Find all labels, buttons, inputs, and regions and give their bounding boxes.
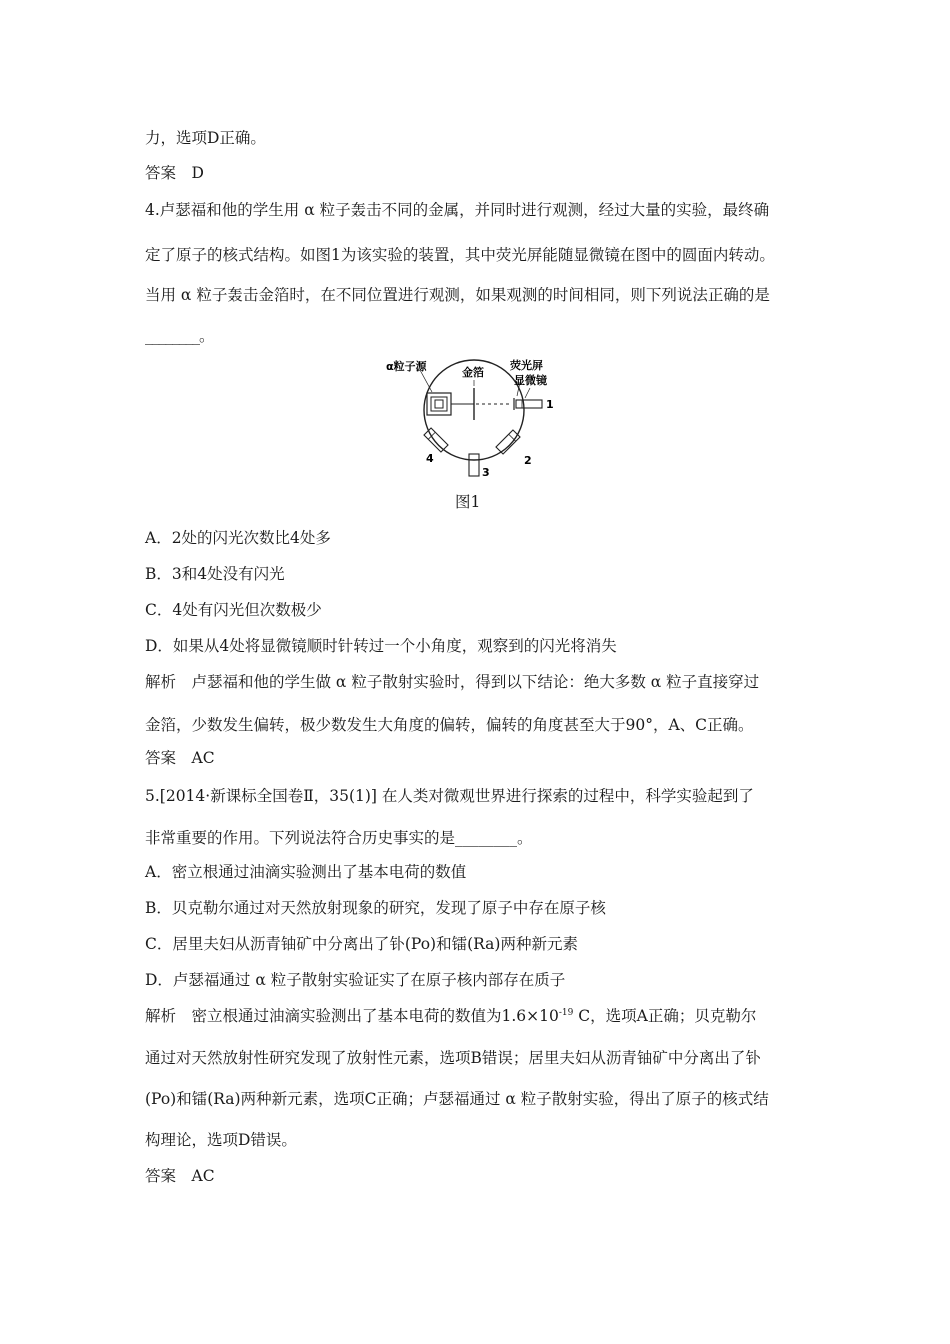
option-d: D．如果从4处将显微镜顺时针转过一个小角度，观察到的闪光将消失 xyxy=(145,637,617,655)
option-a: A．密立根通过油滴实验测出了基本电荷的数值 xyxy=(145,863,467,881)
answer-line: 答案 AC xyxy=(145,1167,215,1185)
option-c: C．4处有闪光但次数极少 xyxy=(145,601,322,619)
question-4-line: 当用 α 粒子轰击金箔时，在不同位置进行观测，如果观测的时间相同，则下列说法正确的是 xyxy=(145,286,770,304)
alpha-source-label: α粒子源 xyxy=(386,360,427,373)
position-2-label: 2 xyxy=(524,454,532,467)
analysis-line: 金箔，少数发生偏转，极少数发生大角度的偏转，偏转的角度甚至大于90°，A、C正确。 xyxy=(145,716,754,734)
analysis-text: C，选项A正确；贝克勒尔 xyxy=(573,1007,757,1025)
question-5-line: 5.[2014·新课标全国卷Ⅱ，35(1)] 在人类对微观世界进行探索的过程中，科学实验起到了 xyxy=(145,787,754,805)
microscope-2-icon xyxy=(496,430,520,454)
question-4-blank: ________。 xyxy=(145,327,214,345)
figure-caption: 图1 xyxy=(455,493,481,511)
screen-label: 荧光屏 xyxy=(510,359,543,372)
figure-1-diagram xyxy=(380,356,570,480)
option-c: C．居里夫妇从沥青铀矿中分离出了钋(Po)和镭(Ra)两种新元素 xyxy=(145,935,578,953)
question-4-line: 4.卢瑟福和他的学生用 α 粒子轰击不同的金属，并同时进行观测，经过大量的实验，最终确 xyxy=(145,201,770,219)
gold-foil-label: 金箔 xyxy=(462,366,484,379)
option-b: B．贝克勒尔通过对天然放射现象的研究，发现了原子中存在原子核 xyxy=(145,899,606,917)
option-a: A．2处的闪光次数比4处多 xyxy=(145,529,331,547)
microscope-4-icon xyxy=(424,428,448,452)
text-line: 力，选项D正确。 xyxy=(145,129,266,147)
answer-line: 答案 D xyxy=(145,164,204,182)
analysis-line: (Po)和镭(Ra)两种新元素，选项C正确；卢瑟福通过 α 粒子散射实验，得出了原子的核式结 xyxy=(145,1090,769,1108)
exponent: -19 xyxy=(558,1007,574,1018)
analysis-line: 通过对天然放射性研究发现了放射性元素，选项B错误；居里夫妇从沥青铀矿中分离出了钋 xyxy=(145,1049,761,1067)
analysis-line: 解析 卢瑟福和他的学生做 α 粒子散射实验时，得到以下结论：绝大多数 α 粒子直接穿过 xyxy=(145,673,760,691)
position-3-label: 3 xyxy=(482,466,490,479)
analysis-line xyxy=(145,1006,756,1026)
answer-line: 答案 AC xyxy=(145,749,215,767)
microscope-label: 显微镜 xyxy=(514,374,547,387)
microscope-1-icon xyxy=(514,398,542,410)
option-b: B．3和4处没有闪光 xyxy=(145,565,285,583)
analysis-line: 构理论，选项D错误。 xyxy=(145,1131,297,1149)
question-5-line: 非常重要的作用。下列说法符合历史事实的是________。 xyxy=(145,829,533,847)
position-1-label: 1 xyxy=(546,398,554,411)
analysis-text: 解析 密立根通过油滴实验测出了基本电荷的数值为1.6×10 xyxy=(145,1007,559,1025)
position-4-label: 4 xyxy=(426,452,434,465)
question-4-line: 定了原子的核式结构。如图1为该实验的装置，其中荧光屏能随显微镜在图中的圆面内转动。 xyxy=(145,246,775,264)
alpha-source-icon xyxy=(427,393,474,415)
option-d: D．卢瑟福通过 α 粒子散射实验证实了在原子核内部存在质子 xyxy=(145,971,566,989)
microscope-3-icon xyxy=(469,454,479,476)
